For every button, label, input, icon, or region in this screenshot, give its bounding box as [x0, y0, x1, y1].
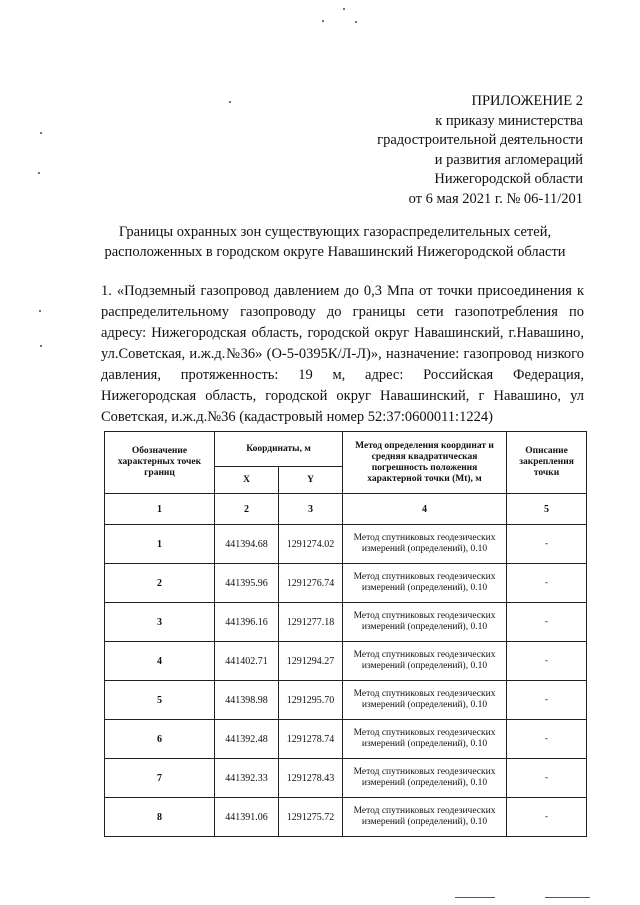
approval-date: от 6 мая 2021 г. № 06-11/201 [408, 190, 583, 207]
heading-line: расположенных в городском округе Навашинский Нижегородской области [104, 244, 566, 260]
fixing-cell: - [507, 525, 587, 564]
scan-speck [355, 21, 357, 23]
coord-y: 1291275.72 [279, 798, 343, 837]
approval-line: Нижегородской области [434, 171, 583, 187]
method-cell: Метод спутниковых геодезических измерений (определений), 0.10 [343, 603, 507, 642]
coord-y: 1291295.70 [279, 681, 343, 720]
approval-line: градостроительной деятельности [377, 132, 583, 148]
method-cell: Метод спутниковых геодезических измерений (определений), 0.10 [343, 720, 507, 759]
approval-line: и развития агломераций [434, 151, 583, 168]
coord-x: 441392.33 [215, 759, 279, 798]
point-number: 6 [105, 720, 215, 759]
fixing-cell: - [507, 681, 587, 720]
coord-x: 441395.96 [215, 564, 279, 603]
coord-y: 1291278.43 [279, 759, 343, 798]
scan-speck [40, 132, 42, 134]
method-cell: Метод спутниковых геодезических измерений (определений), 0.10 [343, 798, 507, 837]
coord-x: 441396.16 [215, 603, 279, 642]
coord-x: 441392.48 [215, 720, 279, 759]
header-fixing: Описание закрепления точки [507, 432, 587, 494]
point-number: 3 [105, 603, 215, 642]
table-row [105, 759, 587, 798]
coord-y: 1291276.74 [279, 564, 343, 603]
point-number: 7 [105, 759, 215, 798]
header-method: Метод определения координат и средняя квадратическая погрешность положения характерной точки (Mt), м [343, 432, 507, 494]
fixing-cell: - [507, 564, 587, 603]
point-number: 4 [105, 642, 215, 681]
method-cell: Метод спутниковых геодезических измерений (определений), 0.10 [343, 681, 507, 720]
header-y: Y [279, 467, 343, 494]
bottom-scan-line [455, 897, 495, 898]
scan-speck [229, 101, 231, 103]
document-heading [70, 222, 600, 262]
approval-block [323, 92, 583, 209]
table-row [105, 642, 587, 681]
method-cell: Метод спутниковых геодезических измерений (определений), 0.10 [343, 759, 507, 798]
column-number: 3 [279, 494, 343, 525]
scan-speck [38, 172, 40, 174]
fixing-cell: - [507, 759, 587, 798]
point-number: 5 [105, 681, 215, 720]
fixing-cell: - [507, 603, 587, 642]
appendix-title: ПРИЛОЖЕНИЕ 2 [471, 93, 583, 109]
scan-speck [343, 8, 345, 10]
method-cell: Метод спутниковых геодезических измерений (определений), 0.10 [343, 525, 507, 564]
coord-x: 441394.68 [215, 525, 279, 564]
coord-x: 441398.98 [215, 681, 279, 720]
scan-speck [40, 345, 42, 347]
table-row [105, 525, 587, 564]
scan-speck [322, 20, 324, 22]
column-number: 5 [507, 494, 587, 525]
coordinates-table [104, 431, 587, 837]
coord-x: 441391.06 [215, 798, 279, 837]
coord-y: 1291277.18 [279, 603, 343, 642]
scan-speck [39, 310, 41, 312]
bottom-scan-line [545, 897, 590, 898]
table-row [105, 681, 587, 720]
fixing-cell: - [507, 798, 587, 837]
method-cell: Метод спутниковых геодезических измерений (определений), 0.10 [343, 564, 507, 603]
header-coordinates: Координаты, м [215, 432, 343, 467]
table-row [105, 603, 587, 642]
header-designation: Обозначение характерных точек границ [105, 432, 215, 494]
coord-x: 441402.71 [215, 642, 279, 681]
table-row [105, 720, 587, 759]
table-row [105, 564, 587, 603]
column-number: 1 [105, 494, 215, 525]
method-cell: Метод спутниковых геодезических измерений (определений), 0.10 [343, 642, 507, 681]
column-number: 2 [215, 494, 279, 525]
column-number: 4 [343, 494, 507, 525]
heading-line: Границы охранных зон существующих газораспределительных сетей, [118, 224, 552, 240]
coord-y: 1291274.02 [279, 525, 343, 564]
coord-y: 1291278.74 [279, 720, 343, 759]
object-description: 1. «Подземный газопровод давлением до 0,3 Мпа от точки присоединения к распределительному газопроводу до границы сети газопотребления по адресу: Нижегородская область, городской округ Навашинский, г.Навашино, ул.Советская, и.ж.д.№36» (О-5-0395К/Л-Л)», назначение: газопровод низкого давления, протяженность: 19 м, адрес: Российская Федерация, Нижегородская область, городской округ Навашинский, г Навашино, ул Советская, и.ж.д.№36 (кадастровый номер 52:37:0600011:1224) [101, 283, 584, 425]
table-row [105, 798, 587, 837]
approval-line: к приказу министерства [435, 112, 583, 129]
point-number: 1 [105, 525, 215, 564]
coord-y: 1291294.27 [279, 642, 343, 681]
point-number: 2 [105, 564, 215, 603]
fixing-cell: - [507, 642, 587, 681]
header-x: X [215, 467, 279, 494]
fixing-cell: - [507, 720, 587, 759]
point-number: 8 [105, 798, 215, 837]
